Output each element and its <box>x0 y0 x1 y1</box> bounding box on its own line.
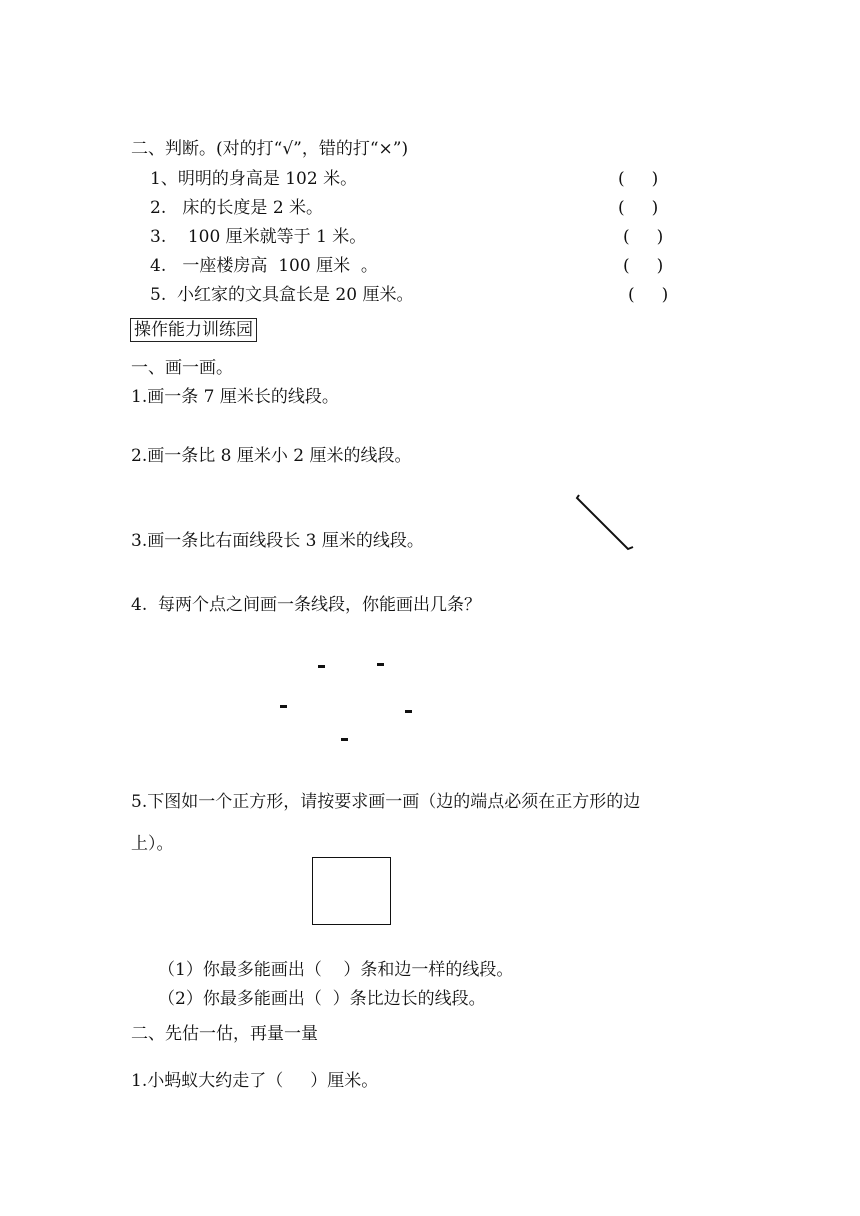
answer-paren-2[interactable]: ( ) <box>618 198 659 218</box>
square-figure <box>312 857 391 925</box>
draw-question-3: 3.画一条比右面线段长 3 厘米的线段。 <box>131 531 424 551</box>
draw-question-4: 4. 每两个点之间画一条线段，你能画出几条？ <box>131 595 482 615</box>
answer-paren-4[interactable]: ( ) <box>623 256 664 276</box>
answer-paren-3[interactable]: ( ) <box>623 227 664 247</box>
reference-line-segment <box>570 490 640 555</box>
section-title-box: 操作能力训练园 <box>130 318 257 342</box>
estimate-heading: 二、先估一估，再量一量 <box>131 1024 318 1044</box>
draw-question-1: 1.画一条 7 厘米长的线段。 <box>131 387 339 407</box>
estimate-question-1: 1.小蚂蚁大约走了（ ）厘米。 <box>131 1071 379 1091</box>
sub-question-1: （1）你最多能画出（ ）条和边一样的线段。 <box>158 960 514 980</box>
judgment-item-3: 3. 100 厘米就等于 1 米。 <box>150 227 367 247</box>
answer-paren-1[interactable]: ( ) <box>618 169 659 189</box>
sub-question-2: （2）你最多能画出（ ）条比边长的线段。 <box>158 989 486 1009</box>
point-mark <box>405 710 412 713</box>
judgment-heading: 二、判断。(对的打“√”，错的打“×”) <box>131 139 409 159</box>
point-mark <box>280 705 287 708</box>
point-mark <box>341 738 348 741</box>
judgment-item-1: 1、明明的身高是 102 米。 <box>150 169 358 189</box>
judgment-item-2: 2. 床的长度是 2 米。 <box>150 198 324 218</box>
draw-question-5-line-2: 上）。 <box>131 834 174 854</box>
point-mark <box>318 665 325 668</box>
draw-heading: 一、画一画。 <box>131 358 233 378</box>
answer-paren-5[interactable]: ( ) <box>628 285 669 305</box>
judgment-item-4: 4. 一座楼房高 100 厘米 。 <box>150 256 378 276</box>
draw-question-5-line-1: 5.下图如一个正方形，请按要求画一画（边的端点必须在正方形的边 <box>131 792 641 812</box>
point-mark <box>377 663 384 666</box>
draw-question-2: 2.画一条比 8 厘米小 2 厘米的线段。 <box>131 446 412 466</box>
judgment-item-5: 5. 小红家的文具盒长是 20 厘米。 <box>150 285 414 305</box>
